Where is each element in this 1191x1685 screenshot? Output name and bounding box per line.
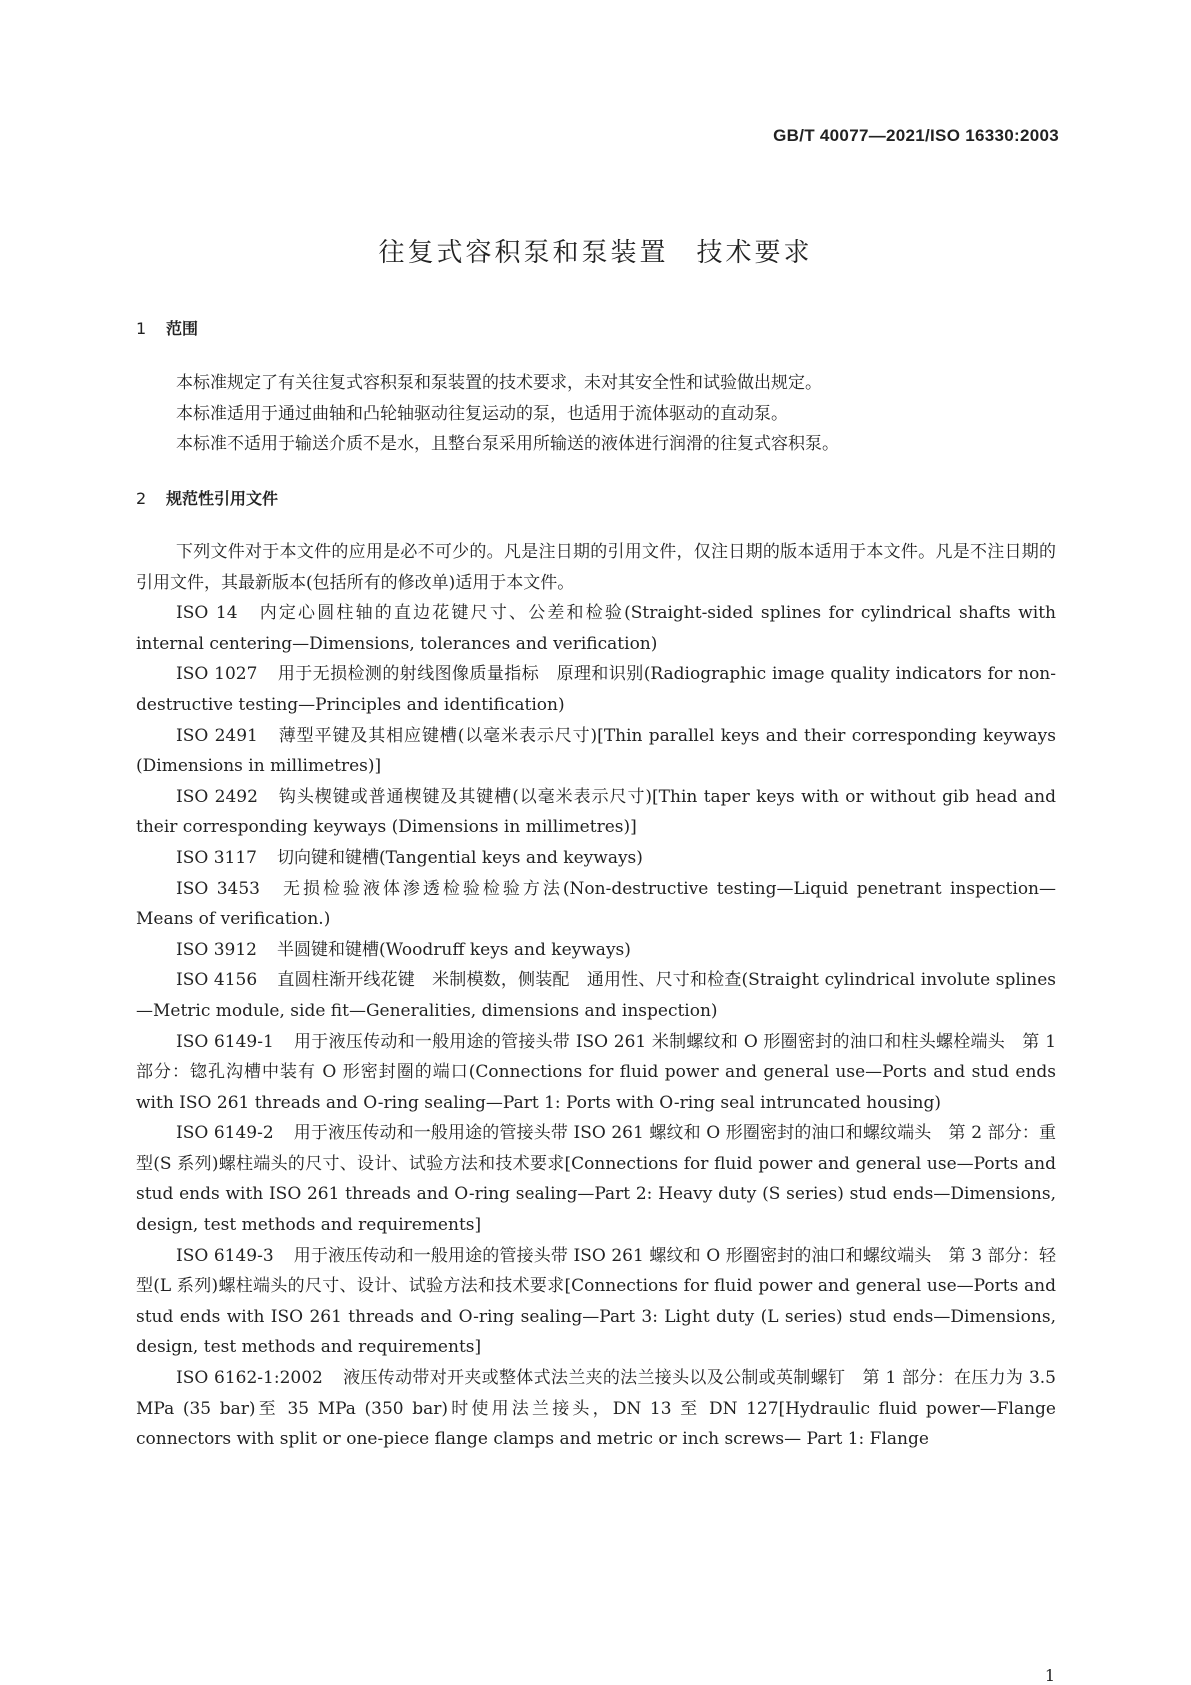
section-2-number: 2 bbox=[136, 489, 147, 508]
section-1-body bbox=[136, 368, 1056, 460]
reference-entry bbox=[136, 782, 1056, 843]
reference-entry bbox=[136, 1363, 1056, 1455]
reference-text: 内定心圆柱轴的直边花键尺寸、公差和检验(Straight-sided splines for cylindrical shafts with internal centering—Dimensions, tolerances and verification) bbox=[136, 603, 1056, 654]
reference-code: ISO 4156 bbox=[176, 970, 258, 991]
reference-code: ISO 3117 bbox=[176, 847, 257, 868]
reference-code: ISO 14 bbox=[176, 603, 238, 624]
reference-text: 薄型平键及其相应键槽(以毫米表示尺寸)[Thin parallel keys and their corresponding keyways (Dimensions in millimetres)] bbox=[136, 725, 1056, 777]
reference-code: ISO 6162-1:2002 bbox=[176, 1368, 323, 1389]
reference-text: 用于液压传动和一般用途的管接头带 ISO 261 螺纹和 O 形圈密封的油口和螺纹端头 第 2 部分：重型(S 系列)螺柱端头的尺寸、设计、试验方法和技术要求[Connections for fluid power and general use—Ports and stud ends with ISO 261 threads and O-ring sealing—Part 2: Heavy duty (S series) stud ends—Dimensions, design, test methods and requirements] bbox=[136, 1123, 1057, 1236]
document-code-header: GB/T 40077—2021/ISO 16330:2003 bbox=[773, 126, 1059, 145]
title-part-1: 往复式容积泵和泵装置 bbox=[378, 238, 669, 268]
reference-code: ISO 2491 bbox=[176, 725, 258, 746]
reference-code: ISO 6149-3 bbox=[176, 1245, 274, 1266]
reference-code: ISO 3453 bbox=[176, 878, 260, 899]
reference-entry bbox=[136, 721, 1056, 782]
scope-paragraph: 本标准适用于通过曲轴和凸轮轴驱动往复运动的泵，也适用于流体驱动的直动泵。 bbox=[176, 403, 788, 424]
reference-entry bbox=[136, 935, 1056, 966]
scope-paragraph: 本标准规定了有关往复式容积泵和泵装置的技术要求，未对其安全性和试验做出规定。 bbox=[176, 373, 822, 393]
references-intro: 下列文件对于本文件的应用是必不可少的。凡是注日期的引用文件，仅注日期的版本适用于本文件。凡是不注日期的引用文件，其最新版本(包括所有的修改单)适用于本文件。 bbox=[136, 542, 1056, 593]
reference-entry bbox=[136, 1027, 1056, 1119]
page-number: 1 bbox=[1044, 1666, 1055, 1685]
reference-text: 液压传动带对开夹或整体式法兰夹的法兰接头以及公制或英制螺钉 第 1 部分：在压力为 3.5 MPa (35 bar)至 35 MPa (350 bar)时使用法兰接头，DN 13 至 DN 127[Hydraulic fluid power—Flange connectors with split or one-piece flange clamps and metric or inch screws— Part 1: Flange bbox=[136, 1368, 1056, 1450]
reference-text: 钩头楔键或普通楔键及其键槽(以毫米表示尺寸)[Thin taper keys with or without gib head and their corresponding keyways (Dimensions in millimetres)] bbox=[136, 786, 1056, 838]
reference-entry bbox=[136, 965, 1056, 1026]
reference-text: 无损检验液体渗透检验检验方法(Non-destructive testing—Liquid penetrant inspection—Means of verification.) bbox=[136, 878, 1056, 930]
reference-text: 用于液压传动和一般用途的管接头带 ISO 261 米制螺纹和 O 形圈密封的油口和柱头螺栓端头 第 1 部分：锪孔沟槽中装有 O 形密封圈的端口(Connections for fluid power and general use—Ports and stud ends with ISO 261 threads and O-ring sealing—Part 1: Ports with O-ring seal intruncated housing) bbox=[136, 1031, 1057, 1113]
section-2-body bbox=[136, 537, 1056, 1455]
title-part-2: 技术要求 bbox=[696, 238, 813, 268]
reference-entry bbox=[136, 659, 1056, 720]
reference-code: ISO 1027 bbox=[176, 664, 258, 685]
reference-text: 直圆柱渐开线花键 米制模数，侧装配 通用性、尺寸和检查(Straight cylindrical involute splines—Metric module, side fit—Generalities, dimensions and inspection) bbox=[136, 970, 1057, 1021]
scope-paragraph: 本标准不适用于输送介质不是水，且整台泵采用所输送的液体进行润滑的往复式容积泵。 bbox=[176, 434, 839, 455]
reference-entry bbox=[136, 843, 1056, 874]
section-2-heading bbox=[136, 486, 278, 509]
section-1-number: 1 bbox=[136, 319, 147, 338]
section-2-title: 规范性引用文件 bbox=[166, 489, 279, 508]
reference-code: ISO 3912 bbox=[176, 939, 257, 960]
reference-entry bbox=[136, 598, 1056, 659]
reference-text: 半圆键和键槽(Woodruff keys and keyways) bbox=[276, 939, 631, 960]
reference-code: ISO 6149-1 bbox=[176, 1031, 274, 1052]
reference-entry bbox=[136, 874, 1056, 935]
reference-entry bbox=[136, 1118, 1056, 1240]
reference-text: 用于液压传动和一般用途的管接头带 ISO 261 螺纹和 O 形圈密封的油口和螺纹端头 第 3 部分：轻型(L 系列)螺柱端头的尺寸、设计、试验方法和技术要求[Connections for fluid power and general use—Ports and stud ends with ISO 261 threads and O-ring sealing—Part 3: Light duty (L series) stud ends—Dimensions, design, test methods and requirements] bbox=[136, 1245, 1057, 1358]
reference-text: 切向键和键槽(Tangential keys and keyways) bbox=[276, 847, 643, 868]
reference-text: 用于无损检测的射线图像质量指标 原理和识别(Radiographic image quality indicators for non-destructive testing—Principles and identification) bbox=[136, 664, 1056, 715]
reference-entry bbox=[136, 1241, 1056, 1363]
reference-code: ISO 6149-2 bbox=[176, 1123, 274, 1144]
reference-code: ISO 2492 bbox=[176, 786, 258, 807]
document-title bbox=[0, 232, 1191, 269]
section-1-title: 范围 bbox=[166, 319, 199, 338]
section-1-heading bbox=[136, 316, 198, 339]
